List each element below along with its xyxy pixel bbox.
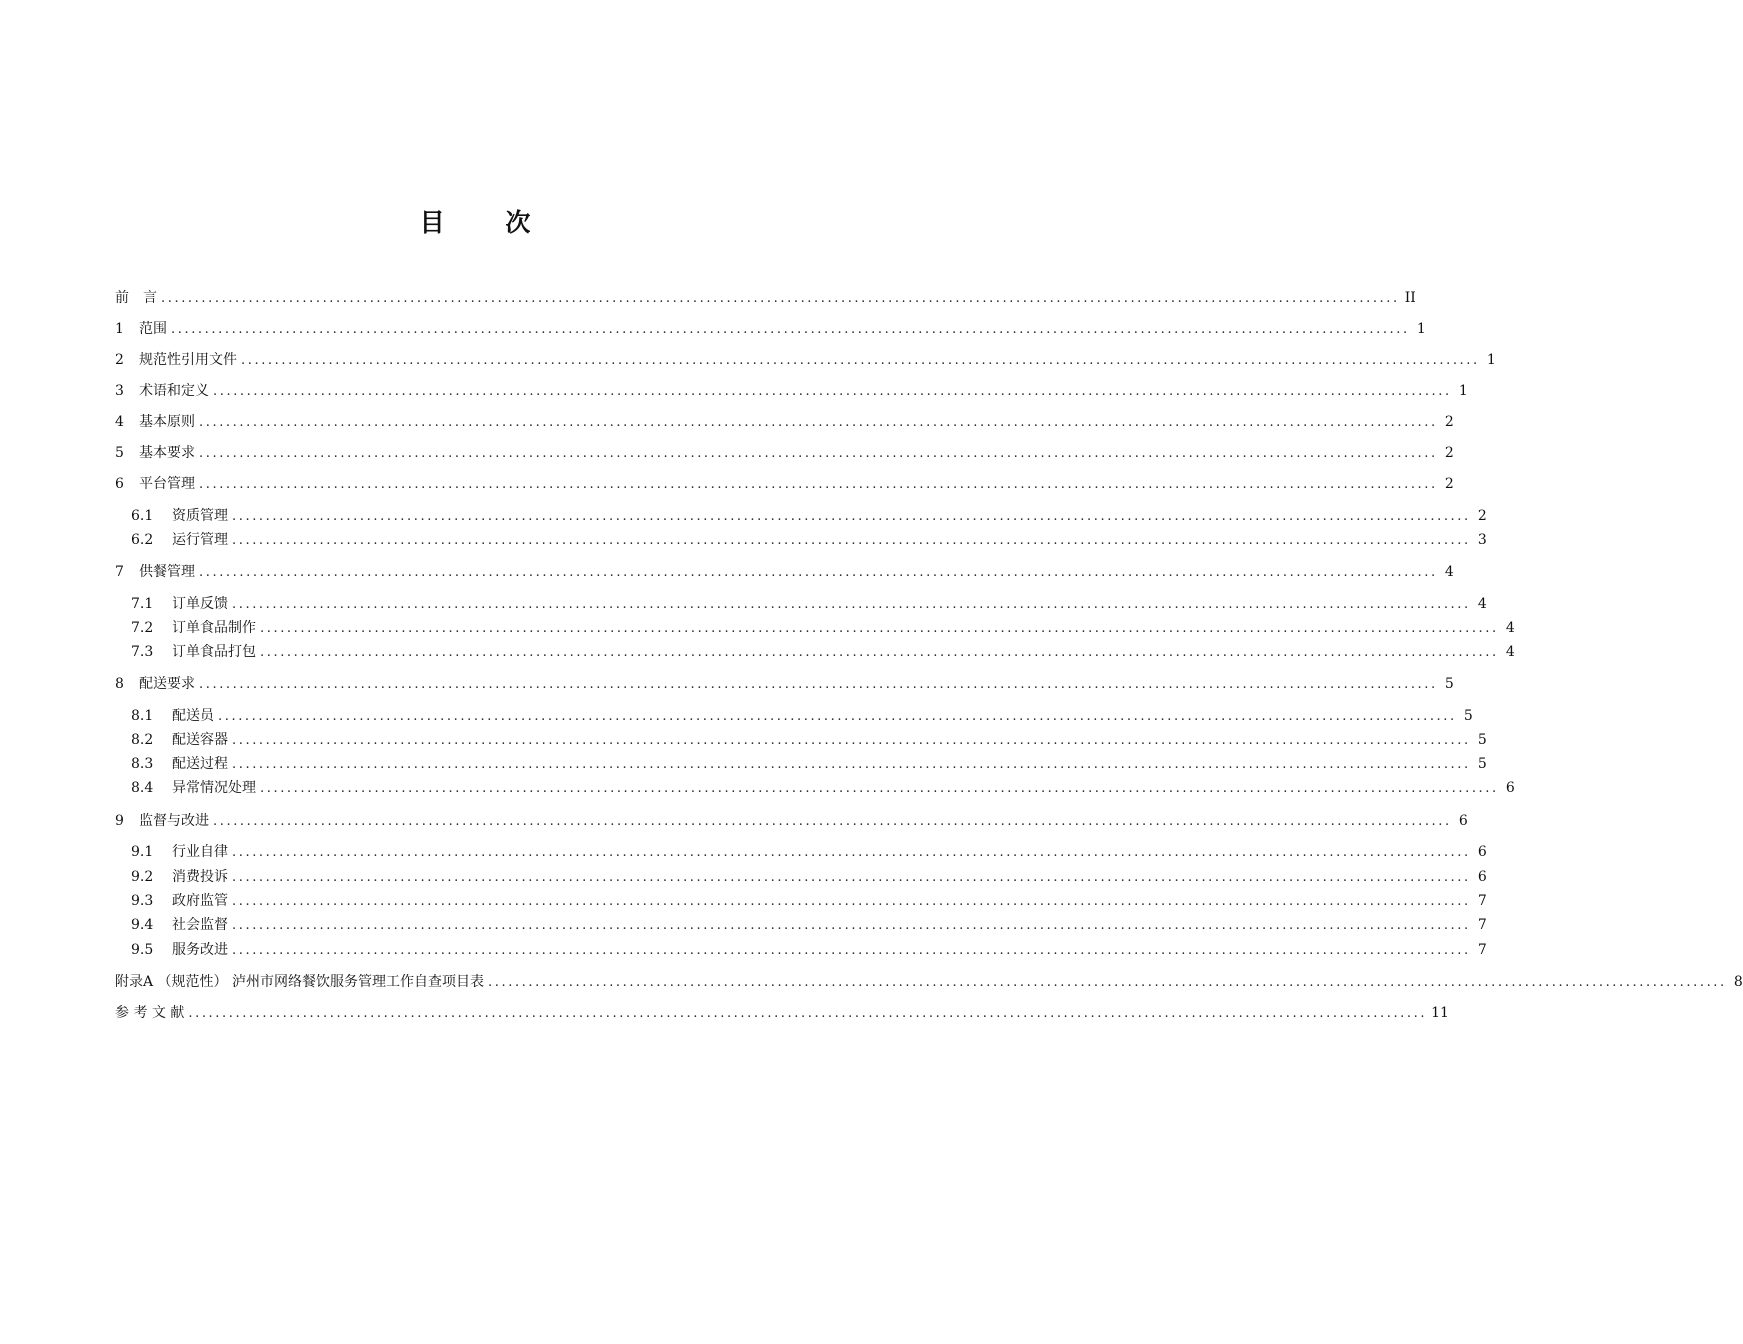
toc-page-number: 2: [1477, 508, 1487, 524]
toc-dot-leader: ........................................................................................................................................................................................: [218, 709, 1457, 724]
toc-entry-number: 2: [115, 352, 124, 368]
toc-dot-leader: ........................................................................................................................................................................................: [241, 353, 1480, 368]
toc-entry-number: 8: [115, 676, 124, 692]
toc-page-number: 5: [1463, 708, 1473, 724]
toc-entry-number: 4: [115, 414, 124, 430]
page-title: 目 次: [419, 208, 557, 237]
toc-entry-number: 8.4: [131, 780, 154, 796]
toc-dot-leader: ........................................................................................................................................................................................: [260, 645, 1499, 660]
toc-entry-references[interactable]: [115, 1002, 1449, 1024]
toc-page-number: 6: [1477, 869, 1487, 885]
toc-dot-leader: ........................................................................................................................................................................................: [199, 446, 1438, 461]
toc-entry-title: 基本要求: [139, 445, 195, 461]
toc-entry-7-1[interactable]: [131, 593, 1487, 615]
toc-entry-8-4[interactable]: [131, 777, 1515, 799]
toc-entry-9-5[interactable]: [131, 939, 1487, 961]
toc-dot-leader: ........................................................................................................................................................................................: [232, 918, 1471, 933]
toc-page-number: 11: [1431, 1005, 1449, 1021]
toc-entry-8-1[interactable]: [131, 705, 1473, 727]
toc-entry-title: 配送容器: [172, 732, 228, 748]
toc-page-number: 4: [1505, 620, 1515, 636]
toc-page-number: 7: [1477, 893, 1487, 909]
toc-entry-7-2[interactable]: [131, 617, 1515, 639]
toc-dot-leader: ........................................................................................................................................................................................: [232, 943, 1471, 958]
toc-entry-title: 参 考 文 献: [115, 1005, 185, 1021]
toc-entry-number: 7.3: [131, 644, 154, 660]
toc-page-number: 5: [1444, 676, 1454, 692]
toc-entry-title: 行业自律: [172, 844, 228, 860]
toc-entry-title: 配送过程: [172, 756, 228, 772]
toc-dot-leader: ........................................................................................................................................................................................: [232, 894, 1471, 909]
toc-entry-7[interactable]: [115, 561, 1454, 583]
toc-entry-number: 9.5: [131, 942, 154, 958]
toc-dot-leader: ........................................................................................................................................................................................: [213, 384, 1452, 399]
toc-entry-9-4[interactable]: [131, 914, 1487, 936]
toc-entry-title: 资质管理: [172, 508, 228, 524]
toc-entry-2[interactable]: [115, 349, 1496, 371]
toc-entry-appendix-a[interactable]: [115, 971, 1743, 993]
toc-entry-9-1[interactable]: [131, 841, 1487, 863]
toc-entry-title: 订单食品制作: [172, 620, 256, 636]
toc-page-number: 1: [1458, 383, 1468, 399]
toc-entry-6[interactable]: [115, 473, 1454, 495]
toc-page-number: 7: [1477, 942, 1487, 958]
toc-page-number: 1: [1416, 321, 1426, 337]
toc-entry-title: 社会监督: [172, 917, 228, 933]
toc-dot-leader: ........................................................................................................................................................................................: [171, 322, 1410, 337]
toc-dot-leader: ........................................................................................................................................................................................: [199, 415, 1438, 430]
toc-entry-number: 7.2: [131, 620, 154, 636]
toc-entry-title: 异常情况处理: [172, 780, 256, 796]
toc-dot-leader: ........................................................................................................................................................................................: [232, 845, 1471, 860]
toc-entry-number: 9.3: [131, 893, 154, 909]
toc-page-number: 4: [1505, 644, 1515, 660]
toc-entry-number: 9: [115, 813, 124, 829]
toc-entry-title: 配送员: [172, 708, 214, 724]
toc-entry-number: 9.4: [131, 917, 154, 933]
toc-entry-title: 服务改进: [172, 942, 228, 958]
toc-dot-leader: ........................................................................................................................................................................................: [199, 677, 1438, 692]
toc-entry-number: 6.2: [131, 532, 154, 548]
toc-entry-number: 1: [115, 321, 124, 337]
toc-entry-title: 术语和定义: [139, 383, 209, 399]
toc-dot-leader: ........................................................................................................................................................................................: [232, 870, 1471, 885]
toc-dot-leader: ........................................................................................................................................................................................: [213, 814, 1452, 829]
toc-entry-title: 配送要求: [139, 676, 195, 692]
toc-dot-leader: ........................................................................................................................................................................................: [232, 509, 1471, 524]
toc-dot-leader: ........................................................................................................................................................................................: [488, 975, 1727, 990]
toc-entry-number: 6: [115, 476, 124, 492]
toc-entry-5[interactable]: [115, 442, 1454, 464]
toc-entry-number: 9.2: [131, 869, 154, 885]
toc-entry-number: 7.1: [131, 596, 154, 612]
toc-entry-number: 7: [115, 564, 124, 580]
toc-entry-8-2[interactable]: [131, 729, 1487, 751]
toc-entry-number: 8.1: [131, 708, 154, 724]
toc-dot-leader: ........................................................................................................................................................................................: [161, 291, 1400, 306]
toc-entry-title: 订单食品打包: [172, 644, 256, 660]
toc-dot-leader: ........................................................................................................................................................................................: [232, 757, 1471, 772]
toc-entry-title: 前 言: [115, 290, 157, 306]
toc-dot-leader: ........................................................................................................................................................................................: [199, 565, 1438, 580]
toc-entry-1[interactable]: [115, 318, 1426, 340]
toc-page-number: 1: [1486, 352, 1496, 368]
toc-dot-leader: ........................................................................................................................................................................................: [199, 477, 1438, 492]
toc-entry-3[interactable]: [115, 380, 1468, 402]
toc-entry-number: 9.1: [131, 844, 154, 860]
toc-entry-number: 6.1: [131, 508, 154, 524]
toc-entry-9-2[interactable]: [131, 866, 1487, 888]
toc-entry-title: 供餐管理: [139, 564, 195, 580]
toc-page-number: 6: [1458, 813, 1468, 829]
toc-page-number: 2: [1444, 476, 1454, 492]
toc-entry-7-3[interactable]: [131, 641, 1515, 663]
toc-entry-6-1[interactable]: [131, 505, 1487, 527]
toc-dot-leader: ........................................................................................................................................................................................: [232, 597, 1471, 612]
toc-page-number: 2: [1444, 445, 1454, 461]
toc-page-number: 6: [1477, 844, 1487, 860]
toc-entry-title: 规范性引用文件: [139, 352, 237, 368]
toc-entry-title: 订单反馈: [172, 596, 228, 612]
toc-entry-title: 平台管理: [139, 476, 195, 492]
toc-entry-foreword[interactable]: [115, 287, 1416, 309]
toc-page-number: 5: [1477, 756, 1487, 772]
toc-entry-8[interactable]: [115, 673, 1454, 695]
toc-page-number: 7: [1477, 917, 1487, 933]
toc-entry-title: 政府监管: [172, 893, 228, 909]
toc-entry-6-2[interactable]: [131, 529, 1487, 551]
toc-page-number: 2: [1444, 414, 1454, 430]
toc-dot-leader: ........................................................................................................................................................................................: [260, 781, 1499, 796]
toc-entry-number: 8.3: [131, 756, 154, 772]
toc-entry-title: 消费投诉: [172, 869, 228, 885]
toc-entry-number: 8.2: [131, 732, 154, 748]
toc-entry-4[interactable]: [115, 411, 1454, 433]
toc-entry-number: 5: [115, 445, 124, 461]
toc-page-number: 5: [1477, 732, 1487, 748]
toc-entry-title: 附录A （规范性） 泸州市网络餐饮服务管理工作自查项目表: [115, 974, 485, 990]
toc-dot-leader: ........................................................................................................................................................................................: [260, 621, 1499, 636]
toc-page-number: 4: [1477, 596, 1487, 612]
toc-page-number: 6: [1505, 780, 1515, 796]
toc-page-number: 3: [1477, 532, 1487, 548]
toc-entry-8-3[interactable]: [131, 753, 1487, 775]
toc-page-number: II: [1404, 290, 1416, 306]
toc-page-number: 4: [1444, 564, 1454, 580]
toc-entry-number: 3: [115, 383, 124, 399]
toc-dot-leader: ........................................................................................................................................................................................: [188, 1006, 1428, 1021]
toc-entry-title: 范围: [139, 321, 167, 337]
toc-dot-leader: ........................................................................................................................................................................................: [232, 733, 1471, 748]
toc-entry-title: 基本原则: [139, 414, 195, 430]
toc-entry-title: 监督与改进: [139, 813, 209, 829]
toc-dot-leader: ........................................................................................................................................................................................: [232, 533, 1471, 548]
toc-entry-title: 运行管理: [172, 532, 228, 548]
toc-page-number: 8: [1733, 974, 1743, 990]
toc-entry-9-3[interactable]: [131, 890, 1487, 912]
toc-entry-9[interactable]: [115, 810, 1468, 832]
